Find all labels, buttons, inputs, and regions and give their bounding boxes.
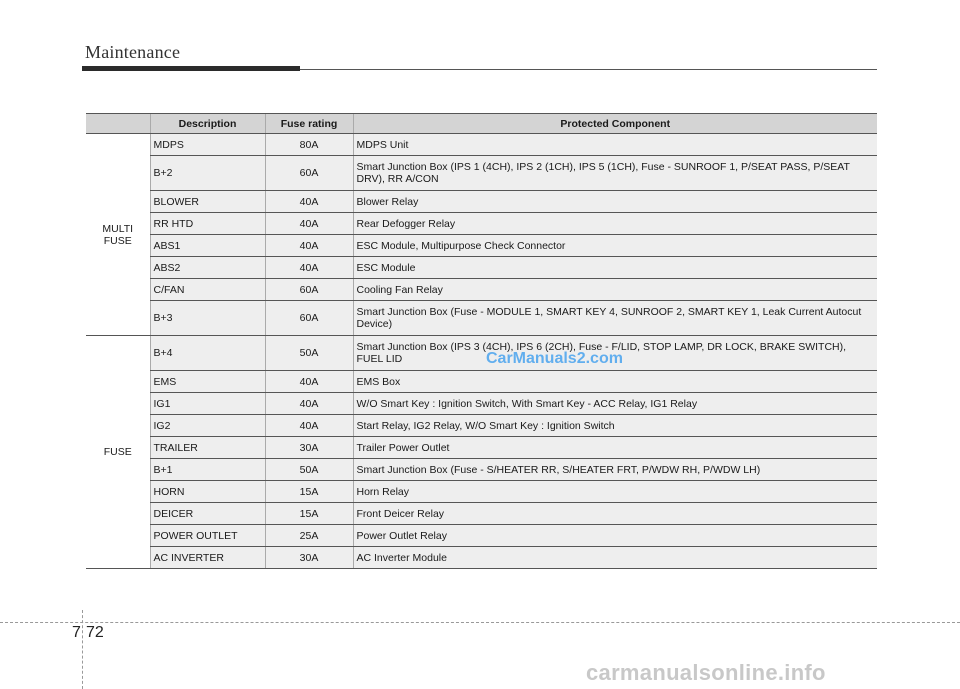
table-row [86,437,877,459]
fuse-table-body [86,134,877,569]
fuse-description-cell: POWER OUTLET [150,525,265,547]
fuse-description-cell: ABS1 [150,235,265,257]
fuse-description-cell: HORN [150,481,265,503]
fuse-description-cell: B+1 [150,459,265,481]
fuse-description-cell: B+3 [150,301,265,336]
table-row [86,371,877,393]
fuse-group-label: FUSE [103,234,132,247]
table-row [86,301,877,336]
protected-component-cell: Blower Relay [353,191,877,213]
column-header-description: Description [150,114,265,134]
fuse-rating-cell: 60A [265,301,353,336]
fuse-description-cell: B+4 [150,336,265,371]
fuse-rating-cell: 40A [265,257,353,279]
fuse-rating-cell: 50A [265,336,353,371]
table-header-row [86,114,877,134]
protected-component-cell: Smart Junction Box (IPS 3 (4CH), IPS 6 (2CH), Fuse - F/LID, STOP LAMP, DR LOCK, BRAKE SWITCH), FUEL LID [353,336,877,371]
fuse-description-cell: BLOWER [150,191,265,213]
group-header [86,114,150,134]
protected-component-cell: Smart Junction Box (Fuse - S/HEATER RR, S/HEATER FRT, P/WDW RH, P/WDW LH) [353,459,877,481]
protected-component-cell: ESC Module [353,257,877,279]
fuse-rating-cell: 40A [265,371,353,393]
fuse-rating-cell: 25A [265,525,353,547]
protected-component-cell: Smart Junction Box (Fuse - MODULE 1, SMART KEY 4, SUNROOF 2, SMART KEY 1, Leak Current Autocut Device) [353,301,877,336]
fuse-rating-cell: 60A [265,279,353,301]
fuse-group-label: FUSE [103,446,132,458]
table-row [86,191,877,213]
fuse-rating-cell: 40A [265,213,353,235]
fuse-description-cell: RR HTD [150,213,265,235]
table-row [86,336,877,371]
protected-component-cell: Smart Junction Box (IPS 1 (4CH), IPS 2 (1CH), IPS 5 (1CH), Fuse - SUNROOF 1, P/SEAT PASS, P/SEAT DRV), RR A/CON [353,156,877,191]
protected-component-cell: Rear Defogger Relay [353,213,877,235]
fuse-table [86,113,877,569]
table-row [86,547,877,569]
column-header-fuse-rating: Fuse rating [265,114,353,134]
table-row [86,525,877,547]
table-row [86,503,877,525]
fuse-description-cell: DEICER [150,503,265,525]
fuse-rating-cell: 15A [265,481,353,503]
fuse-group-cell [86,134,150,336]
protected-component-cell: EMS Box [353,371,877,393]
page-number: 72 [86,624,104,641]
fuse-description-cell: IG2 [150,415,265,437]
fuse-description-cell: TRAILER [150,437,265,459]
title-underline-thin [300,69,877,70]
page-chapter-number: 7 [72,624,81,641]
table-row [86,279,877,301]
table-row [86,481,877,503]
fuse-group-cell [86,336,150,569]
fuse-rating-cell: 40A [265,393,353,415]
table-row [86,156,877,191]
footer-page-divider [82,610,83,689]
fuse-group-label: MULTI [102,222,134,235]
fuse-description-cell: IG1 [150,393,265,415]
protected-component-cell: W/O Smart Key : Ignition Switch, With Smart Key - ACC Relay, IG1 Relay [353,393,877,415]
protected-component-cell: Horn Relay [353,481,877,503]
table-row [86,459,877,481]
table-row [86,393,877,415]
table-row [86,235,877,257]
title-underline-thick [82,66,300,71]
table-row [86,415,877,437]
protected-component-cell: ESC Module, Multipurpose Check Connector [353,235,877,257]
fuse-rating-cell: 80A [265,134,353,156]
fuse-rating-cell: 30A [265,547,353,569]
table-row [86,134,877,156]
column-header-protected-component: Protected Component [353,114,877,134]
protected-component-cell: Start Relay, IG2 Relay, W/O Smart Key : Ignition Switch [353,415,877,437]
fuse-rating-cell: 30A [265,437,353,459]
protected-component-cell: Power Outlet Relay [353,525,877,547]
table-row [86,213,877,235]
protected-component-cell: Front Deicer Relay [353,503,877,525]
fuse-description-cell: MDPS [150,134,265,156]
fuse-description-cell: B+2 [150,156,265,191]
fuse-description-cell: ABS2 [150,257,265,279]
table-row [86,257,877,279]
fuse-rating-cell: 15A [265,503,353,525]
watermark-text: CarManuals2.com [486,350,623,367]
section-title: Maintenance [85,42,181,62]
fuse-rating-cell: 40A [265,415,353,437]
site-watermark: carmanualsonline.info [586,660,826,685]
fuse-description-cell: AC INVERTER [150,547,265,569]
protected-component-cell: Trailer Power Outlet [353,437,877,459]
footer-divider [0,622,960,623]
protected-component-cell: AC Inverter Module [353,547,877,569]
fuse-rating-cell: 60A [265,156,353,191]
protected-component-cell: Cooling Fan Relay [353,279,877,301]
fuse-description-cell: C/FAN [150,279,265,301]
fuse-description-cell: EMS [150,371,265,393]
fuse-rating-cell: 50A [265,459,353,481]
fuse-rating-cell: 40A [265,191,353,213]
fuse-rating-cell: 40A [265,235,353,257]
protected-component-cell: MDPS Unit [353,134,877,156]
